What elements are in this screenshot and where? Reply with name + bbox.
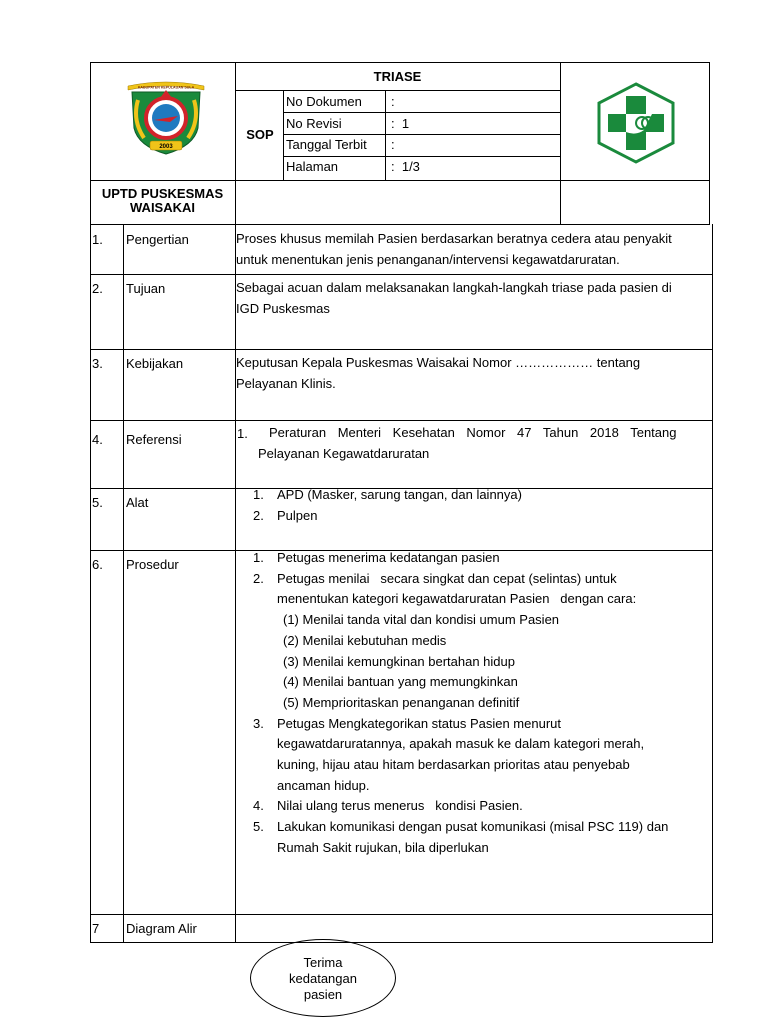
flowchart-start-ellipse: Terima kedatangan pasien: [250, 939, 396, 1017]
list-item: 2. Petugas menilai secara singkat dan cepat (selintas) untuk menentukan kategori kegawatdaruratan Pasien dengan cara: (1) Menilai tanda vital dan kondisi umum Pasien (2) Menilai kebutuhan medis (3) Menilai kemungkinan bertahan hidup (4) Menilai bantuan yang memungkinkan (5) Memprioritaskan penanganan definitif: [253, 570, 637, 710]
section-label-prosedur: Prosedur: [126, 557, 179, 572]
section-label-diagram-alir: Diagram Alir: [126, 921, 197, 936]
section-label-tujuan: Tujuan: [126, 281, 166, 296]
referensi-item-number: 1.: [237, 426, 248, 441]
meta-label-halaman: Halaman: [286, 159, 339, 174]
alat-list: [253, 485, 522, 526]
org-name-line1: UPTD PUSKESMAS: [101, 186, 224, 201]
section-number: 4.: [92, 432, 103, 447]
list-item: 3. Petugas Mengkategorikan status Pasien menurut kegawatdaruratannya, apakah masuk ke dalam kategori merah, kuning, hijau atau hitam berdasarkan prioritas atau penyebab ancaman hidup.: [253, 715, 645, 793]
list-item: 4. Nilai ulang terus menerus kondisi Pasien.: [253, 798, 523, 814]
section-number: 3.: [92, 356, 103, 371]
meta-label-tanggal-terbit: Tanggal Terbit: [286, 137, 367, 152]
meta-value-no-dokumen: :: [391, 94, 395, 109]
section-text-kebijakan: Keputusan Kepala Puskesmas Waisakai Nomor ……………… tentang Pelayanan Klinis.: [236, 355, 641, 391]
section-number: 5.: [92, 495, 103, 510]
section-label-alat: Alat: [126, 495, 149, 510]
emblem-year: 2003: [159, 144, 173, 150]
meta-value-no-revisi: : 1: [391, 116, 410, 131]
list-item: 2. Pulpen: [253, 507, 318, 523]
list-item: 5. Lakukan komunikasi dengan pusat komunikasi (misal PSC 119) dan Rumah Sakit rujukan, bila diperlukan: [253, 819, 669, 855]
sop-label: SOP: [246, 127, 274, 142]
regency-emblem-icon: [124, 76, 208, 156]
meta-value-tanggal-terbit: :: [391, 137, 395, 152]
org-name-line2: WAISAKAI: [130, 200, 195, 215]
section-label-referensi: Referensi: [126, 432, 182, 447]
prosedur-list: [253, 548, 668, 859]
section-number: 2.: [92, 281, 103, 296]
puskesmas-cross-icon: [596, 82, 676, 164]
section-label-pengertian: Pengertian: [126, 232, 189, 247]
document-title: TRIASE: [373, 69, 422, 84]
section-number: 6.: [92, 557, 103, 572]
meta-label-no-revisi: No Revisi: [286, 116, 342, 131]
section-number: 7: [92, 921, 100, 936]
section-text-pengertian: Proses khusus memilah Pasien berdasarkan beratnya cedera atau penyakit untuk menentukan jenis penanganan/intervensi kegawatdaruratan.: [236, 231, 672, 267]
meta-value-halaman: : 1/3: [391, 159, 420, 174]
list-item: 1. APD (Masker, sarung tangan, dan lainnya): [253, 487, 522, 502]
section-text-tujuan: Sebagai acuan dalam melaksanakan langkah-langkah triase pada pasien di IGD Puskesmas: [236, 280, 672, 316]
emblem-top-text: KABUPATEN KEPULAUAN SULA: [137, 85, 195, 90]
list-item: 1. Petugas menerima kedatangan pasien: [253, 550, 500, 565]
section-number: 1.: [92, 232, 103, 247]
referensi-item-text: Peraturan Menteri Kesehatan Nomor 47 Tahun 2018 Tentang Pelayanan Kegawatdaruratan: [258, 425, 677, 461]
section-label-kebijakan: Kebijakan: [126, 356, 184, 371]
meta-label-no-dokumen: No Dokumen: [286, 94, 362, 109]
